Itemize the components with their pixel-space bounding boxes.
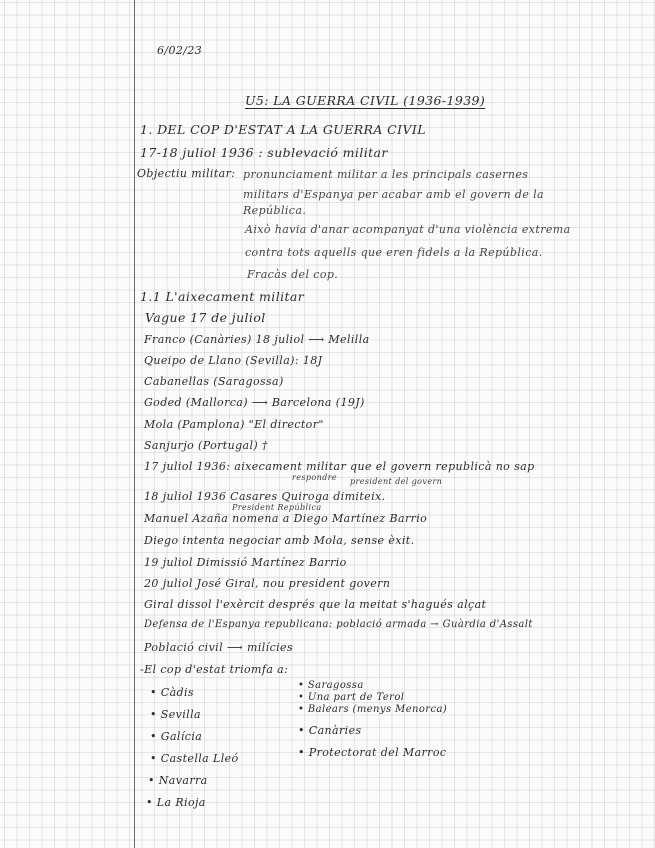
page-title: U5: LA GUERRA CIVIL (1936-1939): [245, 93, 486, 108]
note-line: Goded (Mallorca) ⟶ Barcelona (19J): [144, 396, 365, 409]
section-heading: 1. DEL COP D'ESTAT A LA GUERRA CIVIL: [140, 122, 426, 137]
note-line: Queipo de Llano (Sevilla): 18J: [144, 354, 323, 367]
objectiu-line: pronunciament militar a les principals casernes: [243, 168, 529, 181]
note-line: Defensa de l'Espanya republicana: població armada → Guàrdia d'Assalt: [144, 619, 533, 630]
objectiu-label: Objectiu militar:: [137, 167, 236, 180]
margin-line: [134, 0, 135, 848]
triumph-item: • Sevilla: [150, 708, 201, 721]
note-line: Diego intenta negociar amb Mola, sense èxit.: [144, 534, 415, 547]
triumph-item: • Galícia: [150, 730, 203, 743]
objectiu-line: militars d'Espanya per acabar amb el govern de la: [243, 188, 544, 201]
note-line: Giral dissol l'exèrcit després que la meitat s'hagués alçat: [144, 598, 487, 611]
triumph-item: • Protectorat del Marroc: [298, 746, 447, 759]
objectiu-line: contra tots aquells que eren fidels a la República.: [245, 246, 543, 259]
triumph-item: • La Rioja: [146, 796, 206, 809]
note-line: 20 juliol José Giral, nou president govern: [144, 577, 391, 590]
margin-note: President República: [232, 503, 322, 512]
triumph-item: • Navarra: [148, 774, 208, 787]
note-line: -El cop d'estat triomfa a:: [140, 663, 289, 676]
note-line: Mola (Pamplona) "El director": [144, 418, 324, 431]
note-line: Franco (Canàries) 18 juliol ⟶ Melilla: [144, 333, 370, 346]
triumph-item: • Una part de Terol: [298, 692, 405, 703]
margin-note: respondre: [292, 473, 338, 482]
note-line: Població civil ⟶ milícies: [144, 641, 294, 654]
objectiu-line: República.: [243, 204, 307, 217]
note-line: 19 juliol Dimissió Martínez Barrio: [144, 556, 347, 569]
margin-note: president del govern: [350, 477, 443, 486]
note-line: Sanjurjo (Portugal) †: [144, 439, 268, 452]
note-line: Manuel Azaña nomena a Diego Martínez Barrio: [144, 512, 428, 525]
note-line: Cabanellas (Saragossa): [144, 375, 284, 388]
date: 6/02/23: [157, 44, 203, 57]
objectiu-line: Això havia d'anar acompanyat d'una violència extrema: [245, 223, 571, 236]
triumph-item: • Saragossa: [298, 680, 364, 691]
triumph-item: • Balears (menys Menorca): [298, 704, 448, 715]
note-line: 17 juliol 1936: aixecament militar que el govern republicà no sap: [144, 460, 535, 473]
note-line: Vague 17 de juliol: [145, 310, 266, 325]
subsection-heading: 1.1 L'aixecament militar: [140, 289, 305, 304]
triumph-item: • Castella Lleó: [150, 752, 239, 765]
triumph-item: • Canàries: [298, 724, 362, 737]
date-heading: 17-18 juliol 1936 : sublevació militar: [140, 145, 388, 160]
objectiu-line: Fracàs del cop.: [247, 268, 339, 281]
triumph-item: • Càdis: [150, 686, 194, 699]
note-line: 18 juliol 1936 Casares Quiroga dimiteix.: [144, 490, 386, 503]
